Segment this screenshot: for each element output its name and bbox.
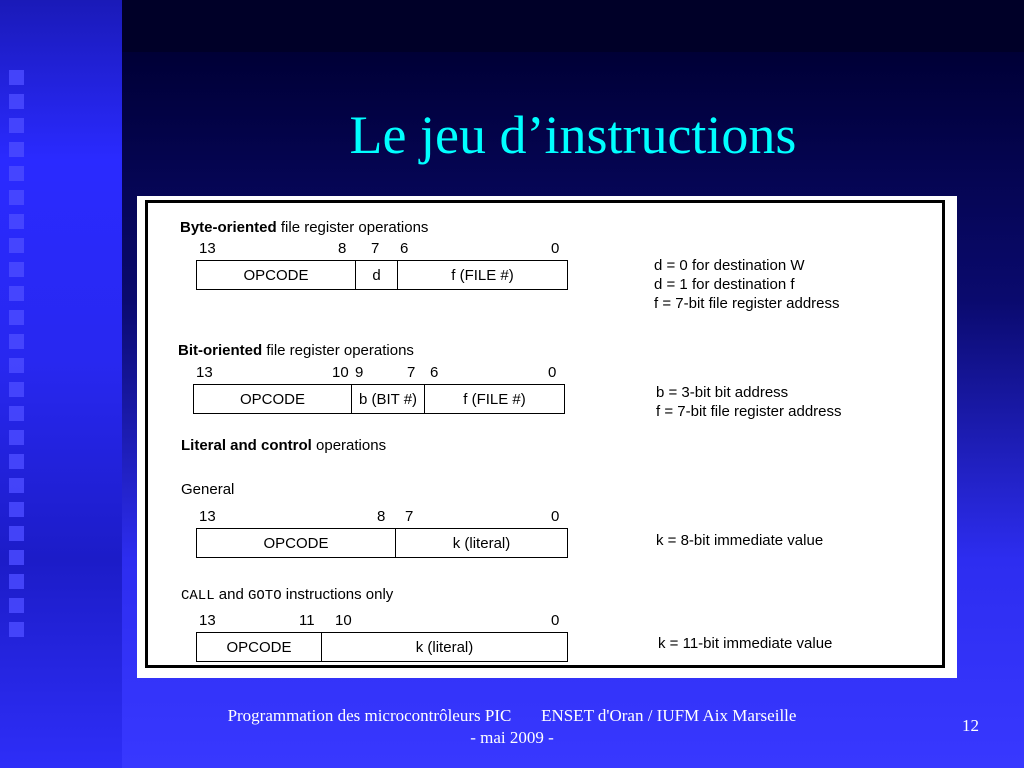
literal-field: k (literal) <box>321 633 567 661</box>
note: f = 7-bit file register address <box>654 295 840 312</box>
general-format-box <box>196 528 568 558</box>
byte-format-box <box>196 260 568 290</box>
note: k = 8-bit immediate value <box>656 532 824 549</box>
bit-label: 0 <box>551 240 560 257</box>
left-decorative-bar <box>0 0 122 768</box>
bit-number-field: b (BIT #) <box>351 385 424 413</box>
literal-field: k (literal) <box>395 529 567 557</box>
bit-label: 7 <box>405 508 414 525</box>
bit-label: 8 <box>338 240 347 257</box>
bit-label: 6 <box>400 240 409 257</box>
bit-label: 10 <box>335 612 352 629</box>
figure-frame <box>145 200 945 668</box>
slide-footer <box>122 705 902 749</box>
bit-label: 13 <box>196 364 213 381</box>
note: d = 0 for destination W <box>654 257 805 274</box>
opcode-field: OPCODE <box>239 390 305 408</box>
slide-title: Le jeu d’instructions <box>349 105 797 165</box>
top-band <box>122 0 1024 52</box>
bit-format-box <box>193 384 565 414</box>
bit-label: 9 <box>355 364 364 381</box>
bit-label: 6 <box>430 364 439 381</box>
bit-label: 13 <box>199 612 216 629</box>
instruction-format-figure <box>137 196 957 678</box>
callgoto-format-box <box>196 632 568 662</box>
file-field: f (FILE #) <box>397 261 567 289</box>
bit-label: 0 <box>551 612 560 629</box>
d-field: d <box>355 261 397 289</box>
bit-label: 13 <box>199 240 216 257</box>
footer-line-1: Programmation des microcontrôleurs PIC ENSET d'Oran / IUFM Aix Marseille <box>227 706 797 725</box>
bit-label: 7 <box>407 364 416 381</box>
note: b = 3-bit bit address <box>656 384 789 401</box>
file-field: f (FILE #) <box>424 385 564 413</box>
page-number: 12 <box>962 716 979 735</box>
bit-label: 7 <box>371 240 380 257</box>
note: d = 1 for destination f <box>654 276 795 293</box>
bit-label: 8 <box>377 508 386 525</box>
decorative-squares <box>9 70 25 637</box>
opcode-field: OPCODE <box>263 534 329 552</box>
note: k = 11-bit immediate value <box>658 635 833 652</box>
byte-heading: Byte-oriented file register operations <box>180 219 429 236</box>
literal-heading: Literal and control operations <box>181 437 387 454</box>
general-label: General <box>181 481 235 498</box>
note: f = 7-bit file register address <box>656 403 842 420</box>
bit-oriented-heading: Bit-oriented file register operations <box>178 342 414 359</box>
callgoto-heading: CALL and GOTO instructions only <box>181 586 394 604</box>
bit-label: 13 <box>199 508 216 525</box>
footer-line-2: - mai 2009 - <box>470 728 554 747</box>
bit-label: 0 <box>551 508 560 525</box>
bit-label: 11 <box>299 612 315 629</box>
bit-label: 0 <box>548 364 557 381</box>
bit-label: 10 <box>332 364 349 381</box>
opcode-field: OPCODE <box>243 266 309 284</box>
opcode-field: OPCODE <box>226 638 292 656</box>
